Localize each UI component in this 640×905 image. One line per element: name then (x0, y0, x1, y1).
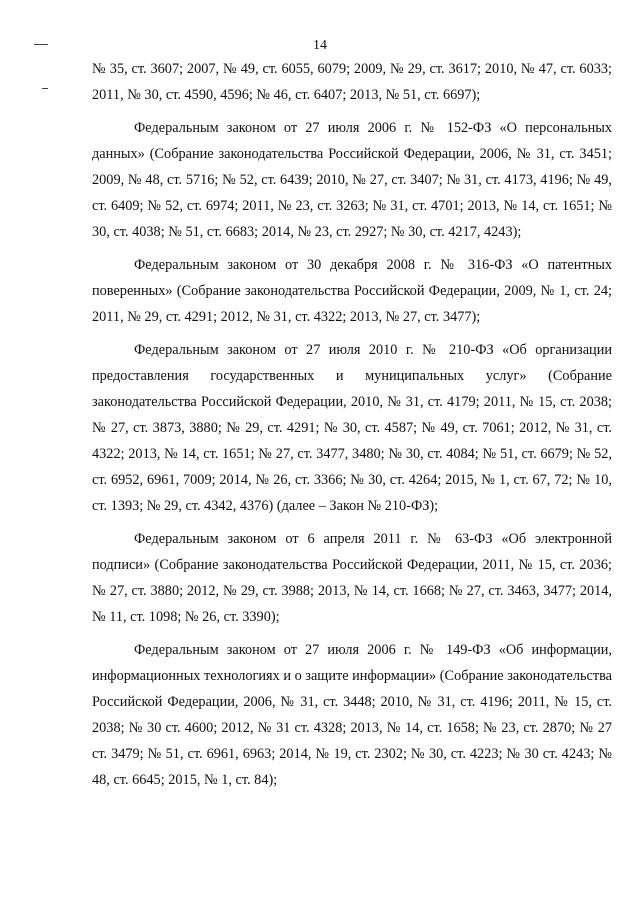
paragraph-law-63-fz: Федеральным законом от 6 апреля 2011 г. № 63-ФЗ «Об электронной подписи» (Собрание законодательства Российской Федерации, 2011, № 15, ст. 2036; № 27, ст. 3880; 2012, № 29, ст. 3988; 2013, № 14, ст. 1668; № 27, ст. 3463, 3477; 2014, № 11, ст. 1098; № 26, ст. 3390); (92, 531, 612, 625)
page-number: 14 (313, 38, 327, 53)
document-body (92, 56, 612, 793)
paragraph-continuation: № 35, ст. 3607; 2007, № 49, ст. 6055, 6079; 2009, № 29, ст. 3617; 2010, № 47, ст. 6033; 2011, № 30, ст. 4590, 4596; № 46, ст. 6407; 2013, № 51, ст. 6697); (92, 61, 612, 103)
scan-artifact-mark (42, 88, 48, 89)
paragraph-law-316-fz: Федеральным законом от 30 декабря 2008 г. № 316-ФЗ «О патентных поверенных» (Собрание законодательства Российской Федерации, 2009, № 1, ст. 24; 2011, № 29, ст. 4291; 2012, № 31, ст. 4322; 2013, № 27, ст. 3477); (92, 257, 612, 325)
paragraph-law-210-fz: Федеральным законом от 27 июля 2010 г. № 210-ФЗ «Об организации предоставления государственных и муниципальных услуг» (Собрание законодательства Российской Федерации, 2010, № 31, ст. 4179; 2011, № 15, ст. 2038; № 27, ст. 3873, 3880; № 29, ст. 4291; № 30, ст. 4587; № 49, ст. 7061; 2012, № 31, ст. 4322; 2013, № 14, ст. 1651; № 27, ст. 3477, 3480; № 30, ст. 4084; № 51, ст. 6679; № 52, ст. 6952, 6961, 7009; 2014, № 26, ст. 3366; № 30, ст. 4264; 2015, № 1, ст. 67, 72; № 10, ст. 1393; № 29, ст. 4342, 4376) (далее – Закон № 210-ФЗ); (92, 342, 612, 514)
paragraph-law-149-fz: Федеральным законом от 27 июля 2006 г. № 149-ФЗ «Об информации, информационных технологиях и о защите информации» (Собрание законодательства Российской Федерации, 2006, № 31, ст. 3448; 2010, № 31, ст. 4196; 2011, № 15, ст. 2038; № 30 ст. 4600; 2012, № 31 ст. 4328; 2013, № 14, ст. 1658; № 23, ст. 2870; № 27 ст. 3479; № 51, ст. 6961, 6963; 2014, № 19, ст. 2302; № 30, ст. 4223; № 30 ст. 4243; № 48, ст. 6645; 2015, № 1, ст. 84); (92, 642, 612, 788)
paragraph-law-152-fz: Федеральным законом от 27 июля 2006 г. № 152-ФЗ «О персональных данных» (Собрание законодательства Российской Федерации, 2006, № 31, ст. 3451; 2009, № 48, ст. 5716; № 52, ст. 6439; 2010, № 27, ст. 3407; № 31, ст. 4173, 4196; № 49, ст. 6409; № 52, ст. 6974; 2011, № 23, ст. 3263; № 31, ст. 4701; 2013, № 14, ст. 1651; № 30, ст. 4038; № 51, ст. 6683; 2014, № 23, ст. 2927; № 30, ст. 4217, 4243); (92, 120, 612, 240)
